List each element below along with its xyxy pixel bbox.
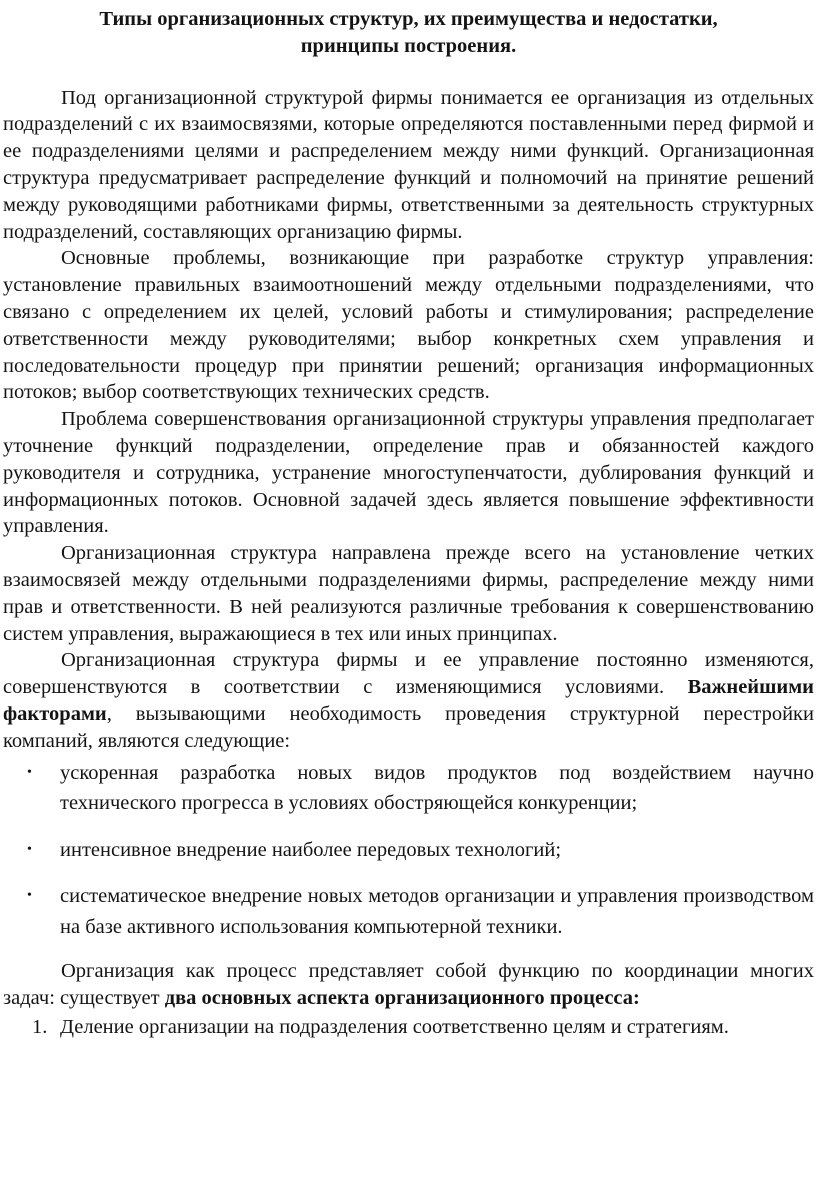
paragraph-improvement: Проблема совершенствования организационной структуры управления предполагает уточнение функций подразделении, определение прав и обязанностей каждого руководителя и сотрудника, устранение многоступенчатости, дублирования функций и информационных потоков. Основной задачей здесь является повышение эффективности управления. (3, 408, 814, 538)
bullet-icon: • (27, 841, 32, 857)
list-item (3, 881, 814, 942)
list-item-text: интенсивное внедрение наиболее передовых технологий; (60, 838, 562, 861)
list-item-text: ускоренная разработка новых видов продуктов под воздействием научно технического прогресса в условиях обостряющейся конкуренции; (60, 761, 814, 815)
aspects-text-before: Организация как процесс представляет собой функцию по координации многих задач: существует (3, 960, 814, 1009)
factors-list (3, 758, 814, 943)
list-item (3, 758, 814, 819)
bullet-icon: • (27, 888, 32, 904)
aspects-list (3, 1012, 814, 1043)
numbered-item-text: Деление организации на подразделения соответственно целям и стратегиям. (60, 1015, 729, 1038)
list-item (3, 835, 814, 866)
aspects-bold-term: два основных аспекта организационного процесса: (164, 986, 640, 1009)
paragraph-aspects (3, 958, 814, 1012)
title-line-1: Типы организационных структур, их преимущества и недостатки, (99, 8, 718, 30)
paragraph-relations: Организационная структура направлена прежде всего на установление четких взаимосвязей между отдельными подразделениями фирмы, распределение между ними прав и ответственности. В ней реализуются различные требования к совершенствованию систем управления, выражающиеся в тех или иных принципах. (3, 542, 814, 645)
factors-text-after: , вызывающими необходимость проведения структурной перестройки компаний, являются следующие: (3, 702, 814, 752)
paragraph-problems: Основные проблемы, возникающие при разработке структур управления: установление правильных взаимоотношений между отдельными подразделениями, что связано с определением их целей, условий работы и стимулирования; распределение ответственности между руководителями; выбор конкретных схем управления и последовательности процедур при принятии решений; организация информационных потоков; выбор соответствующих технических средств. (3, 247, 814, 404)
document-title (3, 6, 814, 60)
title-line-2: принципы построения. (300, 34, 517, 57)
paragraph-factors (3, 647, 814, 754)
factors-bold-term: Важнейшими факторами (3, 676, 814, 725)
numbered-item (3, 1012, 814, 1043)
item-number: 1. (32, 1015, 48, 1038)
bullet-icon: • (27, 764, 32, 780)
factors-text-before: Организационная структура фирмы и ее управление постоянно изменяются, совершенствуются в соответствии с изменяющимися условиями. (3, 649, 814, 699)
list-item-text: систематическое внедрение новых методов организации и управления производством на базе активного использования компьютерной техники. (60, 885, 814, 938)
paragraph-definition: Под организационной структурой фирмы понимается ее организация из отдельных подразделений с их взаимосвязями, которые определяются поставленными перед фирмой и ее подразделениями целями и распределением между ними функций. Организационная структура предусматривает распределение функций и полномочий на принятие решений между руководящими работниками фирмы, ответственными за деятельность структурных подразделений, составляющих организацию фирмы. (3, 86, 814, 243)
